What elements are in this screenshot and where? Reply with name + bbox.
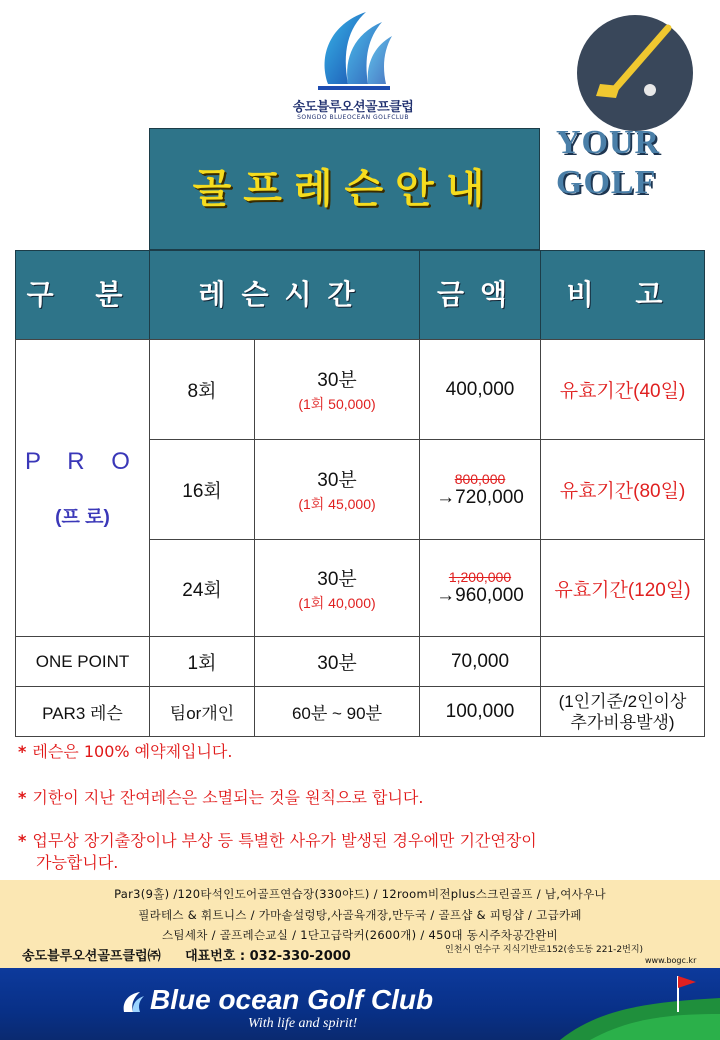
- note-text: 업무상 장기출장이나 부상 등 특별한 사유가 발생된 경우에만 기간연장이: [32, 831, 537, 850]
- pro-24-price: →960,000: [436, 585, 524, 606]
- par3-duration: 60분 ~ 90분: [291, 704, 383, 723]
- pro-8-memo-cell: [540, 339, 705, 440]
- par3-price: 100,000: [445, 700, 515, 722]
- your-golf-line-2: GOLF: [556, 164, 657, 201]
- table-row: [149, 636, 255, 687]
- banner-title: Blue ocean Golf Club: [150, 984, 434, 1015]
- one-point-duration: 30분: [317, 653, 357, 674]
- facilities-line-2: 필라테스 & 휘트니스 / 가마솥설렁탕,사골육개장,만두국 / 골프샵 & 피팅샵 / 고급카페: [138, 908, 582, 922]
- your-golf-line-1: YOUR: [556, 124, 661, 161]
- par3-memo-line-2: 추가비용발생): [570, 712, 675, 732]
- facilities-line-3: 스팀세차 / 골프레슨교실 / 1단고급락커(2600개) / 450대 동시주차공간완비: [162, 928, 558, 942]
- golf-course-icon: [560, 968, 720, 1040]
- address: 인천시 연수구 지식기반로152(송도동 221-2번지): [445, 945, 644, 955]
- pro-16-duration: 30분: [317, 470, 357, 491]
- note-bullet: *: [18, 742, 27, 761]
- header-lesson-time: [149, 250, 420, 340]
- table-row: [149, 339, 255, 440]
- header-memo: [540, 250, 705, 340]
- logo-name-en: SONGDO BLUEOCEAN GOLFCLUB: [297, 114, 409, 121]
- golf-club-icon: [576, 14, 694, 132]
- pro-category-cell: [15, 339, 150, 637]
- pro-16-memo-cell: [540, 439, 705, 540]
- company-contact: [22, 945, 351, 964]
- pro-24-memo-cell: [540, 539, 705, 637]
- pro-16-memo: 유효기간(80일): [559, 481, 686, 502]
- pro-8-time-cell: [254, 339, 420, 440]
- note-expiry: [18, 787, 423, 809]
- pro-8-count: 8회: [187, 381, 217, 402]
- note-extension: [18, 830, 537, 874]
- pro-24-old-price: 1,200,000: [448, 569, 512, 585]
- par3-memo-cell: [540, 686, 705, 737]
- pro-24-time-cell: [254, 539, 420, 637]
- pro-16-price: →720,000: [436, 486, 524, 508]
- pro-label: P R O: [25, 447, 140, 475]
- logo-name-kr: 송도블루오션골프클럽: [292, 100, 414, 115]
- phone-number: 대표번호 : 032-330-2000: [185, 949, 351, 964]
- pro-24-count: 24회: [182, 579, 222, 601]
- par3-count: 팀or개인: [169, 704, 235, 723]
- header-memo-label: 비 고: [566, 278, 679, 311]
- par3-time-cell: [254, 686, 420, 737]
- your-golf-wordmark: [556, 123, 686, 203]
- brand-banner: [0, 968, 720, 1040]
- facilities-line-1: Par3(9홀) /120타석인도어골프연습장(330야드) / 12room비전plus스크린골프 / 남,여사우나: [114, 887, 606, 901]
- note-bullet: *: [18, 831, 27, 850]
- pro-16-price-cell: [419, 439, 541, 540]
- table-row: [149, 686, 255, 737]
- pro-16-count: 16회: [182, 481, 222, 502]
- pro-8-price: 400,000: [445, 378, 515, 400]
- one-point-price-cell: [419, 636, 541, 687]
- one-point-label: ONE POINT: [35, 651, 130, 671]
- pro-label-kr: (프 로): [55, 506, 110, 528]
- page-title: 골프레슨안내: [192, 165, 497, 212]
- note-bullet: *: [18, 788, 27, 807]
- pro-16-time-cell: [254, 439, 420, 540]
- header-price-label: 금액: [436, 278, 524, 311]
- wave-logo-icon: [308, 6, 398, 94]
- website-link[interactable]: www.bogc.kr: [645, 956, 697, 965]
- one-point-label-cell: [15, 636, 150, 687]
- pro-8-duration: 30분: [317, 370, 357, 391]
- note-text: 레슨은 100% 예약제입니다.: [32, 742, 233, 761]
- pro-24-duration: 30분: [317, 568, 357, 590]
- header-lesson-time-label: 레슨시간: [198, 278, 371, 311]
- par3-memo-line-1: (1인기준/2인이상: [558, 691, 687, 711]
- one-point-price: 70,000: [450, 650, 510, 672]
- pro-16-old-price: 800,000: [454, 470, 506, 487]
- pro-8-memo: 유효기간(40일): [559, 381, 686, 402]
- table-row: [149, 539, 255, 637]
- wave-logo-icon: [120, 990, 146, 1016]
- title-banner: [149, 128, 540, 250]
- pro-16-per-session: (1회 45,000): [298, 496, 376, 512]
- club-logo: [278, 6, 428, 130]
- note-text: 기한이 지난 잔여레슨은 소멸되는 것을 원칙으로 합니다.: [32, 788, 424, 807]
- pro-24-per-session: (1회 40,000): [298, 594, 376, 611]
- note-reservation: [18, 741, 232, 763]
- par3-price-cell: [419, 686, 541, 737]
- par3-label: PAR3 레슨: [42, 704, 123, 723]
- one-point-time-cell: [254, 636, 420, 687]
- one-point-memo-cell: [540, 636, 705, 687]
- banner-tagline: With life and spirit!: [248, 1016, 358, 1031]
- table-row: [149, 439, 255, 540]
- pro-8-price-cell: [419, 339, 541, 440]
- pro-24-price-cell: [419, 539, 541, 637]
- header-category: [15, 250, 150, 340]
- header-price: [419, 250, 541, 340]
- company-name: 송도블루오션골프클럽㈜: [22, 949, 161, 964]
- par3-label-cell: [15, 686, 150, 737]
- one-point-count: 1회: [187, 653, 217, 674]
- note-text-continued: 가능합니다.: [36, 853, 119, 872]
- pro-24-memo: 유효기간(120일): [554, 579, 691, 601]
- header-category-label: 구 분: [26, 278, 139, 311]
- pro-8-per-session: (1회 50,000): [298, 396, 376, 412]
